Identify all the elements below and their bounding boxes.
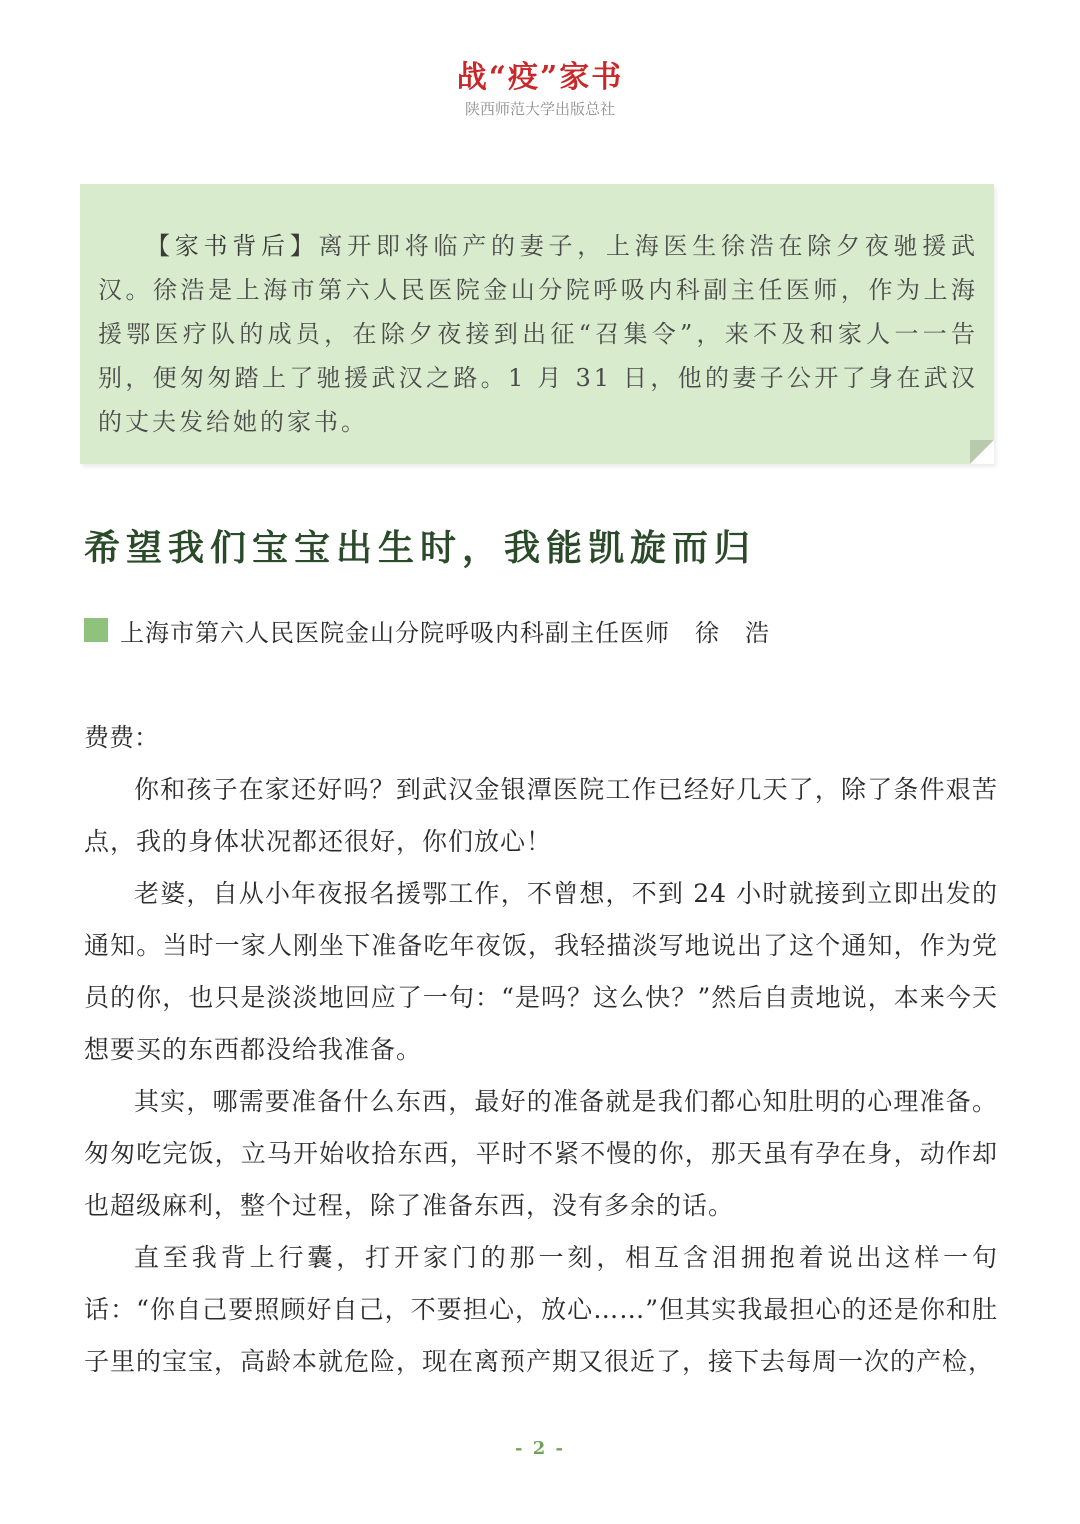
letter-paragraph: 直至我背上行囊，打开家门的那一刻，相互含泪拥抱着说出这样一句话：“你自己要照顾好自己，不要担心，放心……”但其实我最担心的还是你和肚子里的宝宝，高龄本就危险，现在离预产期又很近了，接下去每周一次的产检， xyxy=(84,1243,998,1376)
intro-label: 【家书背后】 xyxy=(146,232,319,260)
header-publisher: 陕西师范大学出版总社 xyxy=(464,100,615,118)
page-header xyxy=(0,58,1080,120)
header-title: 战“疫”家书 xyxy=(456,60,624,95)
intro-box xyxy=(80,184,994,464)
author-line xyxy=(84,612,1004,648)
author-byline: 上海市第六人民医院金山分院呼吸内科副主任医师 徐 浩 xyxy=(120,618,770,647)
intro-text-block xyxy=(98,224,978,444)
letter-body xyxy=(84,712,998,1388)
intro-body: 离开即将临产的妻子，上海医生徐浩在除夕夜驰援武汉。徐浩是上海市第六人民医院金山分院呼吸内科副主任医师，作为上海援鄂医疗队的成员，在除夕夜接到出征“召集令”，来不及和家人一一告别，便匆匆踏上了驰援武汉之路。1 月 31 日，他的妻子公开了身在武汉的丈夫发给她的家书。 xyxy=(98,232,978,436)
author-marker xyxy=(84,618,108,642)
page-number: - 2 - xyxy=(515,1438,565,1459)
letter-salutation: 费费： xyxy=(84,723,160,752)
letter-paragraph: 其实，哪需要准备什么东西，最好的准备就是我们都心知肚明的心理准备。匆匆吃完饭，立马开始收拾东西，平时不紧不慢的你，那天虽有孕在身，动作却也超级麻利，整个过程，除了准备东西，没有多余的话。 xyxy=(84,1087,998,1220)
letter-paragraph: 你和孩子在家还好吗？到武汉金银潭医院工作已经好几天了，除了条件艰苦点，我的身体状况都还很好，你们放心！ xyxy=(84,775,998,856)
letter-paragraph: 老婆，自从小年夜报名援鄂工作，不曾想，不到 24 小时就接到立即出发的通知。当时一家人刚坐下准备吃年夜饭，我轻描淡写地说出了这个通知，作为党员的你，也只是淡淡地回应了一句：“是吗？这么快？”然后自责地说，本来今天想要买的东西都没给我准备。 xyxy=(84,879,998,1064)
page-curl-corner xyxy=(970,440,994,464)
article-title: 希望我们宝宝出生时，我能凯旋而归 xyxy=(84,527,757,569)
